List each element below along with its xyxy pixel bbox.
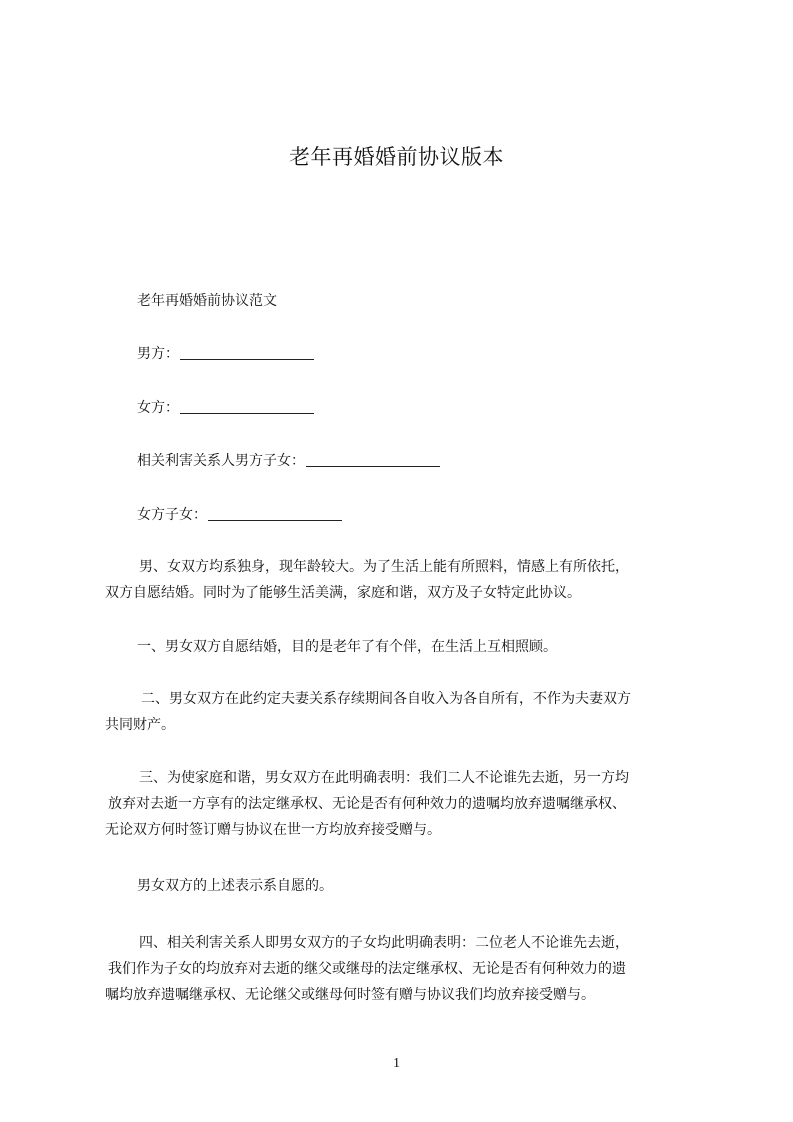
female-children-field-blank: [208, 506, 342, 521]
intro-line-2: 双方自愿结婚。同时为了能够生活美满，家庭和谐，双方及子女特定此协议。: [105, 585, 581, 601]
clause-3-line-1: 三、为使家庭和谐，男女双方在此明确表明：我们二人不论谁先去逝，另一方均: [139, 770, 629, 786]
male-children-field-label: 相关利害关系人男方子女：: [137, 453, 305, 469]
male-children-field-blank: [306, 452, 440, 467]
clause-1-paragraph: [105, 634, 705, 660]
clause-4-line-3: 嘱均放弃遗嘱继承权、无论继父或继母何时签有赠与协议我们均放弃接受赠与。: [105, 987, 595, 1003]
clause-2-paragraph: [105, 686, 705, 738]
intro-line-1: 男、女双方均系独身，现年龄较大。为了生活上能有所照料，情感上有所依托，: [139, 559, 629, 575]
female-field-blank: [180, 399, 314, 414]
male-field-blank: [180, 345, 314, 360]
clause-1-line-1: 一、男女双方自愿结婚，目的是老年了有个伴，在生活上互相照顾。: [137, 639, 557, 655]
female-field: [137, 399, 314, 417]
male-children-field: [137, 452, 440, 470]
statement-line-1: 男女双方的上述表示系自愿的。: [137, 878, 333, 894]
clause-2-line-2: 共同财产。: [105, 717, 175, 733]
page-number: 1: [393, 1056, 400, 1071]
female-children-field-label: 女方子女：: [137, 507, 207, 523]
clause-3-paragraph: [105, 765, 705, 843]
male-field-label: 男方：: [137, 346, 179, 362]
document-title: 老年再婚婚前协议版本: [289, 145, 504, 169]
document-subtitle: 老年再婚婚前协议范文: [137, 293, 277, 309]
female-children-field: [137, 506, 342, 524]
clause-4-line-2: 我们作为子女的均放弃对去逝的继父或继母的法定继承权、无论是否有何种效力的遗: [108, 961, 626, 977]
male-field: [137, 345, 314, 363]
clause-2-line-1: 二、男女双方在此约定夫妻关系存续期间各自收入为各自所有，不作为夫妻双方: [141, 691, 631, 707]
intro-paragraph: [105, 554, 705, 606]
statement-paragraph: [105, 873, 705, 899]
clause-3-line-3: 无论双方何时签订赠与协议在世一方均放弃接受赠与。: [105, 822, 441, 838]
clause-3-line-2: 放弃对去逝一方享有的法定继承权、无论是否有何种效力的遗嘱均放弃遗嘱继承权、: [108, 796, 626, 812]
female-field-label: 女方：: [137, 400, 179, 416]
clause-4-line-1: 四、相关利害关系人即男女双方的子女均此明确表明：二位老人不论谁先去逝，: [139, 935, 629, 951]
clause-4-paragraph: [105, 930, 705, 1008]
